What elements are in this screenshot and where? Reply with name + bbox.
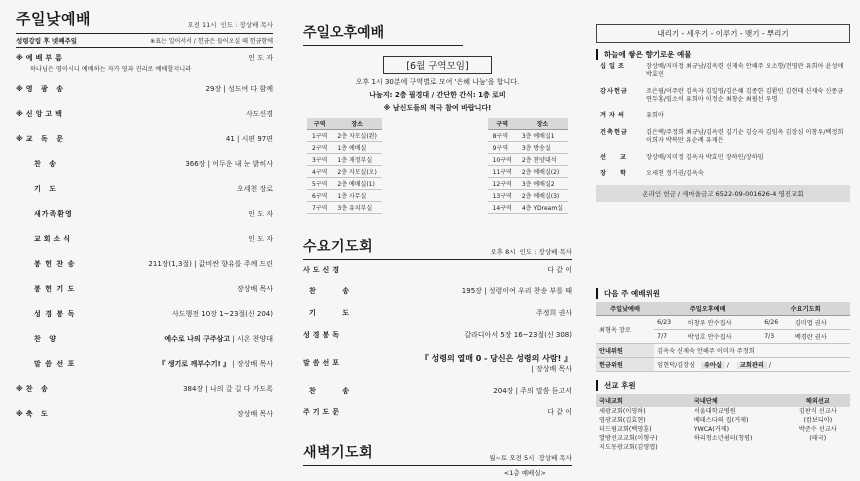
dawn-header — [303, 442, 572, 466]
offering-row: 선교 장상배/지미정 김옥자 박효민 장하인/장하임 — [600, 153, 764, 161]
sunday-subtitle-bar — [16, 33, 273, 48]
order-row: 주기도문 다 같 이 — [303, 408, 572, 416]
table-row: 14구역 4층 YDream실 — [488, 202, 568, 214]
sunday-time-leader: 오전 11시 인도 : 장상배 목사 — [187, 21, 273, 29]
table-row: 3구역 1층 재정부실 — [307, 154, 382, 166]
table-row: 최형옥 장로 6/23 이창우 안수집사 6/26 김미엽 권사 — [596, 316, 850, 330]
table-row: 11구역 2층 예배실(2) — [488, 166, 568, 178]
order-row: 찬 송 366장 | 어두운 내 눈 밝히사 — [34, 159, 273, 168]
table-row: 10구역 2층 찬양대석 — [488, 154, 568, 166]
sunday-title: 주일낮예배 — [16, 10, 91, 28]
table-row: 세광교회(이영하) 영광교회(김효현) 더드림교회(백영훈) 열방선교교회(이형구) 지도동광교회(김영엽) 서울대학교병원 베데스다의 집(거제) YWCA(거제) 하리청소년쉼터(청평) 김판식 선교사 (캄보디아) 박준수 선교사 (태국) — [599, 408, 837, 452]
order-row: ※예배부름 인 도 자 — [16, 54, 273, 62]
sunday-order-list — [16, 76, 273, 426]
table-row: 4구역 2층 자모실(오) — [307, 166, 382, 178]
order-row: ※축 도 장상배 목사 — [16, 409, 273, 418]
order-row: 기 도 오세천 장로 — [34, 184, 273, 193]
offerings-title: 하늘에 쌓은 향기로운 예물 — [596, 49, 850, 60]
sunday-note: ※표는 일어서서 / 헌금은 들어오실 때 헌금함에 — [150, 38, 273, 45]
offering-row: 감사헌금 조은필/이주란 김옥자 김일영/김은혜 김종한 김환민 김현태 신재숙 신종금 연두홍/임소이 유희아 이정순 최창순 최필선 우명 — [600, 87, 844, 104]
table-row: 12구역 3층 예배실2 — [488, 178, 568, 190]
table-row: 8구역 3층 예배실1 — [488, 130, 568, 142]
zone-table-left: 구역 장소 1구역 2층 자모실(왼) 2구역 1층 예배실 3구역 1층 재정부실 4구역 2층 자모실(오) 5구역 2층 예배실(1) 6구역 1층 사무실 7구역 3층 유치부실 — [307, 118, 382, 214]
offering-row: 장학 오세천 정기권/김옥숙 — [600, 169, 704, 177]
missions-title: 선교 후원 — [596, 380, 850, 391]
table-row: 7구역 3층 유치부실 — [307, 202, 382, 214]
sunday-subtitle: 성령강림 후 넷째주일 — [16, 37, 78, 45]
wednesday-time-leader: 오후 8시 인도 : 장상배 목사 — [490, 248, 572, 256]
table-row: 9구역 3층 방송실 — [488, 142, 568, 154]
order-row: 교회소식 인 도 자 — [34, 234, 273, 243]
order-row: 찬 양 예수로 나의 구주삼고 | 시온 찬양대 — [34, 334, 273, 343]
order-row: 찬 송 195장 | 성령이여 우리 찬송 부를 때 — [309, 287, 572, 295]
sunday-header — [16, 8, 273, 29]
table-row: 13구역 2층 예배실(3) — [488, 190, 568, 202]
order-row: 찬 송 204장 | 주의 말씀 듣고서 — [309, 387, 572, 395]
order-row: ※찬 송 384장 | 나의 갈 길 다 가도록 — [16, 384, 273, 393]
dawn-time-leader: 월~토 오전 5시 장상배 목사 — [489, 454, 572, 462]
afternoon-wednesday-column — [293, 0, 580, 481]
sunday-service-column — [0, 0, 283, 481]
order-row: 사도신경 다 같 이 — [303, 266, 572, 274]
wednesday-title: 수요기도회 — [303, 239, 374, 255]
order-row: ※영 광 송 29장 | 성도여 다 함께 — [16, 84, 273, 93]
offering-row: 겨자씨 유희아 — [600, 112, 664, 120]
table-row: 1구역 2층 자모실(왼) — [307, 130, 382, 142]
next-week-table: 주일낮예배 주일오후예배 수요기도회 최형옥 장로 6/23 이창우 안수집사 6/26 김미엽 권사 7/7 박성호 안수집사 7/3 백경란 권사 안내위원 김옥숙 신재숙 안해주 이미자 주정희 헌금위원 임현덕/김장심 유아실 / 교회관리 / — [596, 302, 850, 372]
wednesday-header — [303, 236, 572, 260]
order-row: 기 도 주정희 권사 — [309, 309, 572, 317]
zone-tables — [303, 118, 572, 214]
table-row: 6구역 1층 사무실 — [307, 190, 382, 202]
table-row: 헌금위원 임현덕/김장심 유아실 / 교회관리 / — [596, 358, 850, 372]
order-row: 말씀선포 『 성령의 열매 0 - 당신은 성령의 사람! 』 | 장상배 목사 — [303, 353, 572, 373]
offering-row: 건축헌금 김은택/주정희 최규남/김옥련 김기순 김승자 김임옥 김장심 이창우/백정희 이희자 박복만 유순례 유재은 — [600, 128, 844, 145]
order-row: 봉 헌 찬 송 211장(1,3절) | 값비싼 향유를 주께 드린 — [34, 259, 273, 268]
missions-table: 국내교회 국내단체 해외선교 세광교회(이영하) 영광교회(김효현) 더드림교회(백영훈) 열방선교교회(이형구) 지도동광교회(김영엽) 서울대학교병원 베데스다의 집(거제) YWCA(거제) 하리청소년쉼터(청평) 김판식 선교사 (캄보디아) 박준수 선교사 (태국) — [596, 394, 850, 454]
table-row: 안내위원 김옥숙 신재숙 안해주 이미자 주정희 — [596, 344, 850, 358]
table-row: 5구역 2층 예배실(1) — [307, 178, 382, 190]
meeting-line-3: ※ 남신도들의 적극 참여 바랍니다! — [383, 104, 492, 112]
online-offering-account: 온라인 헌금 / 새마을금고 6522-09-001626-4 영진교회 — [596, 185, 850, 202]
meeting-title: [6월 구역모임] — [303, 54, 572, 74]
meeting-line-1: 오후 1시 30분에 구역별로 모여 '은혜 나눔'을 합니다. — [355, 78, 520, 86]
offerings-column — [588, 0, 860, 481]
call-note: 하나님은 영이시니 예배하는 자가 영과 진리로 예배할지니라 — [30, 66, 192, 73]
table-row: 7/7 박성호 안수집사 7/3 백경란 권사 — [596, 330, 850, 344]
zone-table-right: 구역 장소 8구역 3층 예배실1 9구역 3층 방송실 10구역 2층 찬양대석 11구역 2층 예배실(2) 12구역 3층 예배실2 13구역 2층 예배실(3) 14구역 4층 YDream실 — [488, 118, 568, 214]
next-week-title: 다음 주 예배위원 — [596, 288, 850, 299]
meeting-line-2: 나눔지: 2층 필경대 / 간단한 간식: 1층 로비 — [369, 91, 506, 99]
afternoon-title: 주일오후예배 — [303, 22, 463, 46]
order-row: 성경봉독 갈라디아서 5장 16~23절(신 308) — [303, 331, 572, 339]
order-row: ※교 독 문 41 | 시편 97편 — [16, 134, 273, 143]
dawn-title: 새벽기도회 — [303, 445, 374, 461]
order-row: ※신앙고백 사도신경 — [16, 109, 273, 118]
offering-row: 십일조 장상배/지미정 최규남/김옥련 신재숙 안해주 오소향/전영란 유희아 윤성애 박효민 — [600, 63, 844, 79]
table-row: 2구역 1층 예배실 — [307, 142, 382, 154]
order-row: 봉 헌 기 도 장상배 목사 — [34, 284, 273, 293]
order-row: 성 경 봉 독 사도행전 10장 1~23절(신 204) — [34, 309, 273, 318]
wednesday-order-list — [303, 260, 572, 422]
order-row: 말 씀 선 포 『 생기로 깨부수기! 』 | 장상배 목사 — [34, 359, 273, 368]
dawn-place: <1층 예배실> — [503, 469, 546, 477]
church-motto: 내리기 - 세우기 - 이루기 - 맺기 - 뿌리기 — [596, 24, 850, 43]
order-row: 새가족환영 인 도 자 — [34, 209, 273, 218]
